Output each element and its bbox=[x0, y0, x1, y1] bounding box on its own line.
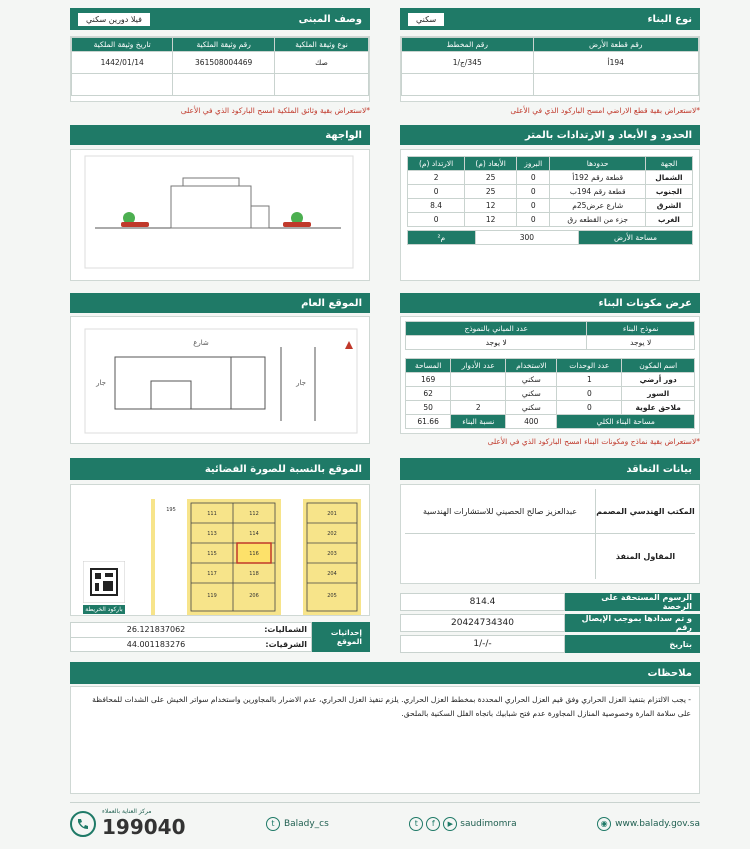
component-cell bbox=[451, 373, 506, 387]
general-site-card bbox=[70, 316, 370, 444]
bounds-row bbox=[408, 213, 693, 227]
general-site-title: الموقع العام bbox=[301, 297, 362, 309]
bounds-cell: 0 bbox=[516, 171, 549, 185]
east-label: الشرقيات: bbox=[265, 639, 307, 649]
bounds-cell: قطعة رقم 194ب bbox=[550, 185, 645, 199]
bounds-cell: الشمال bbox=[645, 171, 692, 185]
component-col-0: اسم المكون bbox=[622, 359, 695, 373]
fees-label: الرسوم المستحقة على الرخصة bbox=[565, 593, 700, 611]
plot-col-plan-no: رقم المخطط bbox=[402, 38, 534, 52]
components-table bbox=[405, 358, 695, 429]
model-count-col: عدد المباني بالنموذج bbox=[406, 322, 587, 336]
deed-col-date: تاريخ وثيقة الملكية bbox=[72, 38, 173, 52]
total-area-label: مساحة البناء الكلي bbox=[557, 415, 695, 429]
bounds-cell: جزء من القطعه رق bbox=[550, 213, 645, 227]
bounds-cell: 0 bbox=[516, 213, 549, 227]
facade-title: الواجهة bbox=[325, 129, 362, 141]
general-site-header bbox=[70, 293, 370, 313]
bounds-col-3: الأبعاد (م) bbox=[465, 157, 517, 171]
contract-title: بيانات التعاقد bbox=[626, 463, 692, 475]
components-note: *لاستعراض بقية نماذج ومكونات البناء امسح الباركود الذي في الأعلى bbox=[487, 437, 700, 446]
bounds-cell: 12 bbox=[465, 213, 517, 227]
ratio-value: 61.66 bbox=[406, 415, 451, 429]
qr-label: باركود الخريطة bbox=[83, 605, 125, 614]
bounds-cell: 25 bbox=[465, 171, 517, 185]
coords-row bbox=[70, 622, 370, 652]
plot-label-14: 206 bbox=[249, 593, 259, 599]
site-label-2: جار bbox=[296, 379, 306, 387]
bounds-cell: 8.4 bbox=[408, 199, 465, 213]
component-cell: 1 bbox=[557, 373, 622, 387]
facade-header bbox=[70, 125, 370, 145]
deed-col-no: رقم وثيقة الملكية bbox=[173, 38, 275, 52]
component-cell: 50 bbox=[406, 401, 451, 415]
component-row bbox=[406, 387, 695, 401]
total-area-value: 400 bbox=[506, 415, 557, 429]
land-area-label: مساحة الأرض bbox=[579, 231, 693, 245]
satellite-title: الموقع بالنسبة للصورة الفضائية bbox=[204, 463, 362, 475]
bounds-row bbox=[408, 185, 693, 199]
receipt-value: 20424734340 bbox=[400, 614, 565, 632]
notes-title: ملاحظات bbox=[647, 667, 692, 679]
facebook-icon: f bbox=[426, 817, 440, 831]
model-count-value: لا يوجد bbox=[406, 336, 587, 350]
contractor-value bbox=[405, 534, 595, 579]
contract-header bbox=[400, 458, 700, 480]
site-label-0: شارع bbox=[193, 339, 209, 347]
component-cell: 2 bbox=[451, 401, 506, 415]
receipt-row bbox=[400, 614, 700, 632]
footer-twitter[interactable] bbox=[266, 817, 329, 831]
bounds-cell: 12 bbox=[465, 199, 517, 213]
model-table bbox=[405, 321, 695, 350]
component-col-1: عدد الوحدات bbox=[557, 359, 622, 373]
plot-label-12: 204 bbox=[327, 571, 337, 577]
qr-code-icon bbox=[83, 561, 125, 603]
building-desc-value: فيلا دورين سكني bbox=[78, 13, 150, 26]
bounds-cell: 0 bbox=[516, 185, 549, 199]
components-card bbox=[400, 316, 700, 434]
plot-label-6: 117 bbox=[207, 571, 217, 577]
plot-label-7: 118 bbox=[249, 571, 259, 577]
building-type-value: سكني bbox=[408, 13, 444, 26]
facade-drawing bbox=[71, 150, 369, 280]
bounds-cell: الجنوب bbox=[645, 185, 692, 199]
contract-card bbox=[400, 484, 700, 584]
bounds-cell: الشرق bbox=[645, 199, 692, 213]
plot-card bbox=[400, 36, 700, 102]
component-col-2: الاستخدام bbox=[506, 359, 557, 373]
deed-type-value: صك bbox=[274, 52, 368, 74]
plot-label-1: 112 bbox=[249, 511, 259, 517]
north-label: الشماليات: bbox=[264, 625, 307, 635]
deed-table bbox=[71, 37, 369, 96]
contractor-label: المقاول المنفذ bbox=[595, 534, 695, 579]
land-area-table bbox=[407, 230, 693, 245]
bounds-cell: 0 bbox=[516, 199, 549, 213]
bounds-col-2: البروز bbox=[516, 157, 549, 171]
bounds-col-0: الجهة bbox=[645, 157, 692, 171]
ratio-label: نسبة البناء bbox=[451, 415, 506, 429]
bounds-table bbox=[407, 156, 693, 227]
land-area-unit: م² bbox=[408, 231, 476, 245]
footer bbox=[70, 802, 700, 844]
component-row bbox=[406, 401, 695, 415]
components-header bbox=[400, 293, 700, 313]
building-type-label: نوع البناء bbox=[647, 13, 692, 25]
twitter-icon-2: t bbox=[409, 817, 423, 831]
fees-value: 814.4 bbox=[400, 593, 565, 611]
plot-note: *لاستعراض بقية قطع الاراضي امسح الباركود الذي في الأعلى bbox=[510, 106, 700, 115]
component-cell: السور bbox=[622, 387, 695, 401]
bounds-cell: 2 bbox=[408, 171, 465, 185]
twitter-icon: t bbox=[266, 817, 280, 831]
component-cell: ملاحق علوية bbox=[622, 401, 695, 415]
footer-website[interactable] bbox=[597, 817, 700, 831]
coords-label: إحداثيات الموقع bbox=[312, 622, 370, 652]
plot-label-9: 201 bbox=[327, 511, 337, 517]
model-col: نموذج البناء bbox=[587, 322, 695, 336]
payment-date-value: -/-/1 bbox=[400, 635, 565, 653]
building-type-header bbox=[400, 8, 700, 30]
notes-text-2: على سلامة المارة وخصوصية المنازل المجاورة عدم فتح شبابيك باتجاه الفلل السكنية بالملحق. bbox=[401, 709, 691, 719]
component-cell: دور أرضي bbox=[622, 373, 695, 387]
bounds-title: الحدود و الأبعاد و الارتدادات بالمتر bbox=[525, 129, 692, 141]
notes-text-1: - يجب الالتزام بتنفيذ العزل الحراري وفق قيم العزل الحراري المحددة بمخطط العزل الحراري. يلزم تنفيذ العزل الحراري، عدم الاضرار بالمجاورين واستخدام سواتر الخيش على الشدات للمحافظة bbox=[92, 695, 691, 704]
map-qr[interactable] bbox=[83, 561, 125, 617]
component-cell: 62 bbox=[406, 387, 451, 401]
satellite-map bbox=[151, 499, 361, 615]
site-plan-drawing bbox=[71, 317, 369, 443]
plot-label-8: 119 bbox=[207, 593, 217, 599]
social-handle: saudimomra bbox=[460, 818, 517, 829]
north-value: 26.121837062 bbox=[126, 625, 186, 635]
plot-label-5: 116 bbox=[249, 551, 259, 557]
globe-icon: ◉ bbox=[597, 817, 611, 831]
twitter-handle: Balady_cs bbox=[283, 818, 329, 829]
plot-label-10: 202 bbox=[327, 531, 337, 537]
care-center-label: مركز العناية بالعملاء bbox=[102, 808, 152, 815]
component-cell: سكني bbox=[506, 373, 557, 387]
notes-header bbox=[70, 662, 700, 684]
facade-card bbox=[70, 149, 370, 281]
building-desc-label: وصف المبنى bbox=[298, 13, 362, 25]
deed-note: *لاستعراض بقية وثائق الملكية امسح الباركود الذي في الأعلى bbox=[180, 106, 370, 115]
component-row bbox=[406, 373, 695, 387]
plot-label-15: 195 bbox=[166, 507, 176, 513]
bounds-cell: شارع عرض25م bbox=[550, 199, 645, 213]
land-area-value: 300 bbox=[475, 231, 578, 245]
designer-label: المكتب الهندسي المصمم bbox=[595, 489, 695, 533]
bounds-cell: 0 bbox=[408, 213, 465, 227]
footer-social[interactable] bbox=[409, 817, 516, 831]
deed-col-type: نوع وثيقة الملكية bbox=[274, 38, 368, 52]
youtube-icon: ▶ bbox=[443, 817, 457, 831]
payment-date-label: بتاريخ bbox=[565, 635, 700, 653]
deed-no-value: 361508004469 bbox=[173, 52, 275, 74]
component-cell: سكني bbox=[506, 401, 557, 415]
east-value: 44.001183276 bbox=[126, 639, 186, 649]
bounds-cell: الغرب bbox=[645, 213, 692, 227]
plot-label-3: 114 bbox=[249, 531, 259, 537]
bounds-cell: 0 bbox=[408, 185, 465, 199]
notes-card bbox=[70, 686, 700, 794]
fees-row bbox=[400, 593, 700, 611]
plot-col-plot-no: رقم قطعة الأرض bbox=[533, 38, 699, 52]
bounds-cell: قطعة رقم 192أ bbox=[550, 171, 645, 185]
component-cell: 0 bbox=[557, 401, 622, 415]
model-value: لا يوجد bbox=[587, 336, 695, 350]
deed-date-value: 1442/01/14 bbox=[72, 52, 173, 74]
bounds-header bbox=[400, 125, 700, 145]
deed-card bbox=[70, 36, 370, 102]
bounds-col-1: حدودها bbox=[550, 157, 645, 171]
footer-phone-block[interactable] bbox=[70, 808, 186, 839]
bounds-row bbox=[408, 171, 693, 185]
building-desc-header bbox=[70, 8, 370, 30]
component-cell: سكني bbox=[506, 387, 557, 401]
plot-label-4: 115 bbox=[207, 551, 217, 557]
plot-label-11: 203 bbox=[327, 551, 337, 557]
plot-label-2: 113 bbox=[207, 531, 217, 537]
bounds-cell: 25 bbox=[465, 185, 517, 199]
satellite-header bbox=[70, 458, 370, 480]
site-label-1: جار bbox=[96, 379, 106, 387]
plot-label-0: 111 bbox=[207, 511, 217, 517]
designer-value: عبدالعزيز صالح الحصيني للاستشارات الهندسية bbox=[422, 506, 578, 516]
plot-no-value: 194أ bbox=[533, 52, 699, 74]
component-cell: 0 bbox=[557, 387, 622, 401]
component-cell bbox=[451, 387, 506, 401]
website-link: www.balady.gov.sa bbox=[615, 818, 700, 829]
phone-icon bbox=[70, 811, 96, 837]
date-row bbox=[400, 635, 700, 653]
component-cell: 169 bbox=[406, 373, 451, 387]
component-col-3: عدد الأدوار bbox=[451, 359, 506, 373]
component-col-4: المساحة bbox=[406, 359, 451, 373]
plan-no-value: 345/ج/1 bbox=[402, 52, 534, 74]
receipt-label: و تم سدادها بموجب الإيصال رقم bbox=[565, 614, 700, 632]
plot-table bbox=[401, 37, 699, 96]
satellite-card bbox=[70, 484, 370, 616]
bounds-card bbox=[400, 149, 700, 281]
bounds-row bbox=[408, 199, 693, 213]
care-phone: 199040 bbox=[102, 815, 186, 839]
components-title: عرض مكونات البناء bbox=[598, 297, 692, 309]
bounds-col-4: الارتداد (م) bbox=[408, 157, 465, 171]
plot-label-13: 205 bbox=[327, 593, 337, 599]
